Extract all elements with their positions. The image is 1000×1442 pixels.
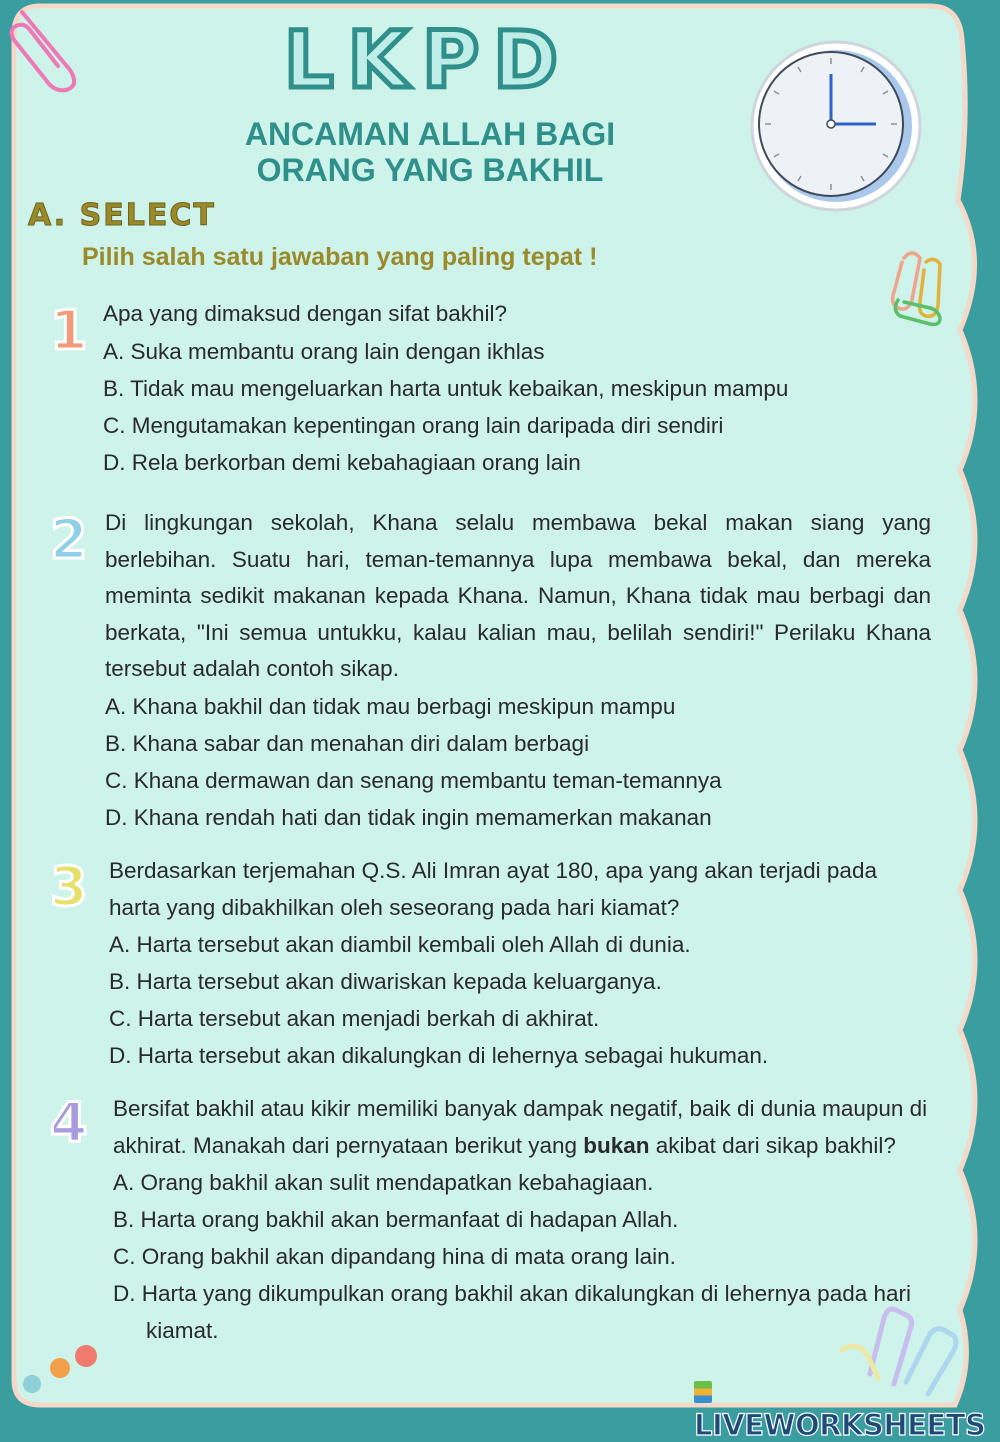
question-number-2: 2 xyxy=(50,508,88,571)
question-stem: Berdasarkan terjemahan Q.S. Ali Imran ayat 180, apa yang akan terjadi pada harta yang dibakhilkan oleh seseorang pada hari kiamat? xyxy=(109,858,877,920)
question-4 xyxy=(113,1091,928,1349)
option-b[interactable]: B. Tidak mau mengeluarkan harta untuk kebaikan, meskipun mampu xyxy=(103,375,789,401)
question-stem xyxy=(113,1091,928,1164)
question-number-4: 4 xyxy=(50,1091,88,1154)
option-d[interactable]: D. Harta tersebut akan dikalungkan di lehernya sebagai hukuman. xyxy=(109,1043,769,1068)
liveworksheets-logo[interactable] xyxy=(694,1374,1000,1442)
question-3 xyxy=(109,853,925,1074)
option-a[interactable]: A. Suka membantu orang lain dengan ikhlas xyxy=(103,338,545,364)
question-number-1: 1 xyxy=(50,299,88,362)
stem-emphasis: bukan xyxy=(583,1132,650,1158)
question-stem: Di lingkungan sekolah, Khana selalu membawa bekal makan siang yang berlebihan. Suatu hari, teman-temannya lupa membawa bekal, dan mereka meminta sedikit makanan kepada Khana. Namun, Khana tidak mau berbagi dan berkata, "Ini semua untukku, kalau kalian mau, belilah sendiri!" Perilaku Khana tersebut adalah contoh sikap. xyxy=(105,510,931,681)
worksheet-title: LKPD xyxy=(283,16,573,106)
option-a[interactable]: A. Orang bakhil akan sulit mendapatkan kebahagiaan. xyxy=(113,1170,654,1195)
question-stem: Apa yang dimaksud dengan sifat bakhil? xyxy=(103,301,508,326)
question-1 xyxy=(103,296,933,481)
logo-text: LIVEWORKSHEETS xyxy=(694,1408,986,1442)
option-c[interactable]: C. Orang bakhil akan dipandang hina di mata orang lain. xyxy=(113,1244,676,1269)
section-heading: A. SELECT xyxy=(28,198,216,233)
subtitle-line-1: ANCAMAN ALLAH BAGI xyxy=(244,116,616,152)
section-instruction: Pilih salah satu jawaban yang paling tepat ! xyxy=(82,243,598,271)
option-a[interactable]: A. Khana bakhil dan tidak mau berbagi meskipun mampu xyxy=(105,693,676,719)
option-b[interactable]: B. Harta orang bakhil akan bermanfaat di hadapan Allah. xyxy=(113,1207,679,1232)
option-b[interactable]: B. Khana sabar dan menahan diri dalam berbagi xyxy=(105,730,590,756)
clock-icon xyxy=(752,42,920,210)
stem-text: Bersifat bakhil atau kikir memiliki banyak dampak negatif, baik di dunia maupun di akhirat. Manakah dari pernyataan berikut yang xyxy=(113,1096,928,1158)
question-2 xyxy=(105,505,931,836)
option-c[interactable]: C. Khana dermawan dan senang membantu teman-temannya xyxy=(105,767,722,793)
option-d[interactable]: D. Harta yang dikumpulkan orang bakhil akan dikalungkan di lehernya pada hari kiamat. xyxy=(113,1281,912,1343)
subtitle-line-2: ORANG YANG BAKHIL xyxy=(256,152,604,188)
question-number-3: 3 xyxy=(50,855,88,918)
stem-text: akibat dari sikap bakhil? xyxy=(649,1132,896,1158)
option-b[interactable]: B. Harta tersebut akan diwariskan kepada keluarganya. xyxy=(109,969,662,994)
option-c[interactable]: C. Mengutamakan kepentingan orang lain daripada diri sendiri xyxy=(103,412,724,438)
logo-badge-icon xyxy=(694,1381,712,1403)
option-d[interactable]: D. Rela berkorban demi kebahagiaan orang lain xyxy=(103,449,581,475)
option-d[interactable]: D. Khana rendah hati dan tidak ingin memamerkan makanan xyxy=(105,804,712,830)
option-c[interactable]: C. Harta tersebut akan menjadi berkah di akhirat. xyxy=(109,1006,600,1031)
option-a[interactable]: A. Harta tersebut akan diambil kembali oleh Allah di dunia. xyxy=(109,932,691,957)
worksheet-subtitle xyxy=(200,116,660,188)
